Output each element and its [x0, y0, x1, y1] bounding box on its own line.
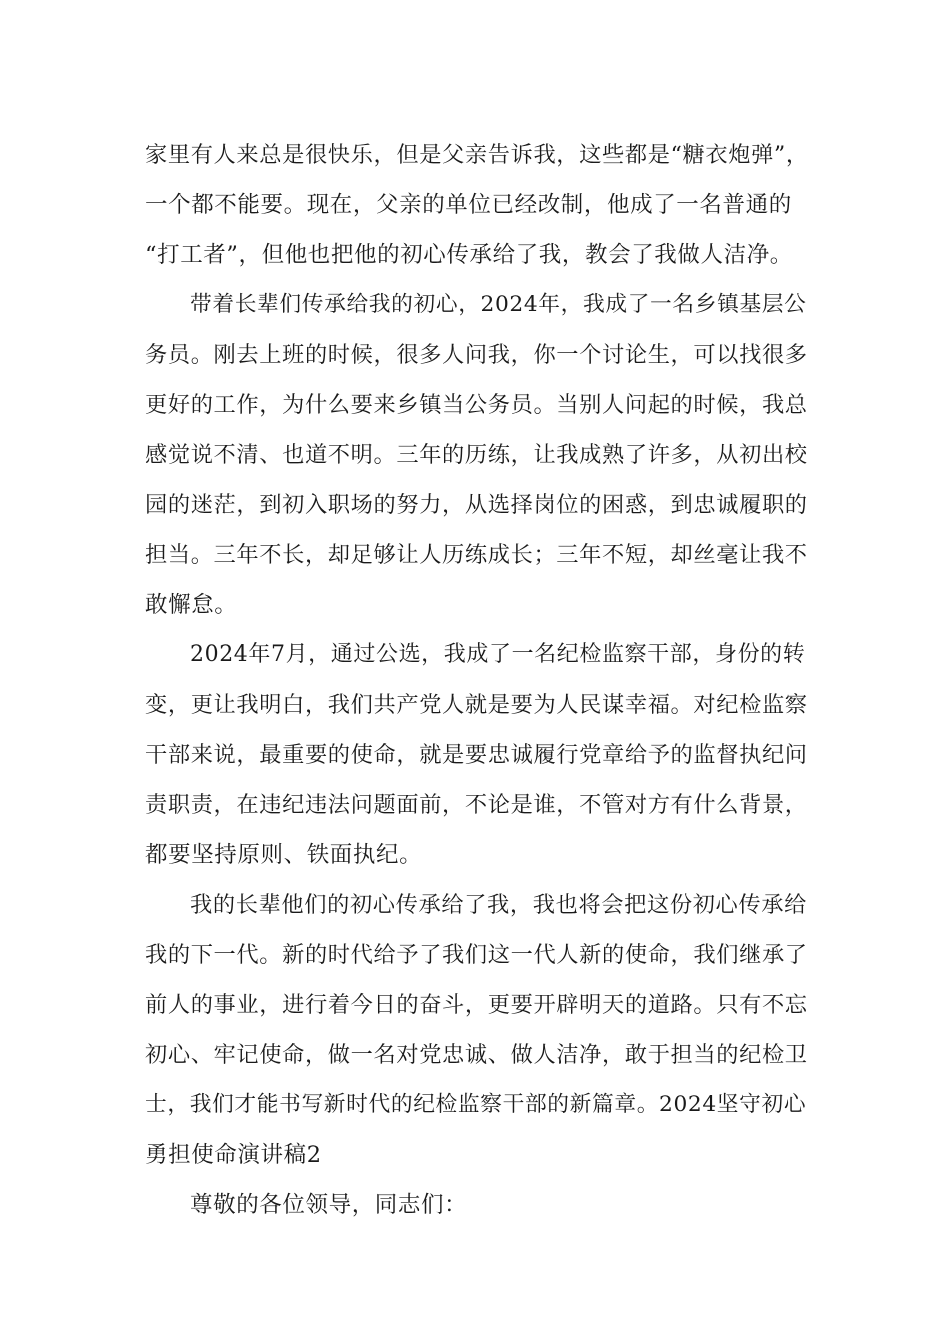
text-line: 责职责，在违纪违法问题面前，不论是谁，不管对方有什么背景， [145, 792, 808, 818]
text-line: 园的迷茫，到初入职场的努力，从选择岗位的困惑，到忠诚履职的 [145, 492, 808, 518]
text-line: 家里有人来总是很快乐，但是父亲告诉我，这些都是“糖衣炮弹”， [145, 142, 809, 168]
text-line: 前人的事业，进行着今日的奋斗，更要开辟明天的道路。只有不忘 [145, 992, 808, 1018]
text-line: 感觉说不清、也道不明。三年的历练，让我成熟了许多，从初出校 [145, 442, 808, 468]
paragraph-discipline-cadre [145, 630, 810, 880]
paragraph-salutation [145, 1180, 810, 1230]
text-line: 干部来说，最重要的使命，就是要忠诚履行党章给予的监督执纪问 [145, 742, 808, 768]
text-line: 担当。三年不长，却足够让人历练成长；三年不短，却丝毫让我不 [145, 542, 808, 568]
text-line: 士，我们才能书写新时代的纪检监察干部的新篇章。2024坚守初心 [145, 1092, 807, 1117]
paragraph-civil-servant [145, 280, 810, 630]
paragraph-father [145, 130, 810, 280]
text-line: 勇担使命演讲稿2 [145, 1142, 322, 1168]
text-line: 2024年7月，通过公选，我成了一名纪检监察干部，身份的转 [190, 642, 806, 667]
paragraph-inheritance [145, 880, 810, 1180]
text-line: 更好的工作，为什么要来乡镇当公务员。当别人问起的时候，我总 [145, 392, 808, 418]
text-line: 我的下一代。新的时代给予了我们这一代人新的使命，我们继承了 [145, 942, 808, 968]
text-line: 变，更让我明白，我们共产党人就是要为人民谋幸福。对纪检监察 [145, 692, 808, 718]
document-body [145, 130, 810, 1230]
text-line: 我的长辈他们的初心传承给了我，我也将会把这份初心传承给 [190, 892, 807, 918]
salutation-line: 尊敬的各位领导，同志们： [190, 1192, 468, 1218]
text-line: 初心、牢记使命，做一名对党忠诚、做人洁净，敢于担当的纪检卫 [145, 1042, 808, 1068]
text-line: 敢懈怠。 [145, 592, 238, 618]
text-line: 带着长辈们传承给我的初心，2024年，我成了一名乡镇基层公 [190, 292, 807, 317]
text-line: 一个都不能要。现在，父亲的单位已经改制，他成了一名普通的 [145, 192, 792, 218]
text-line: “打工者”，但他也把他的初心传承给了我，教会了我做人洁净。 [145, 242, 793, 268]
text-line: 务员。刚去上班的时候，很多人问我，你一个讨论生，可以找很多 [145, 342, 808, 368]
text-line: 都要坚持原则、铁面执纪。 [145, 842, 423, 868]
